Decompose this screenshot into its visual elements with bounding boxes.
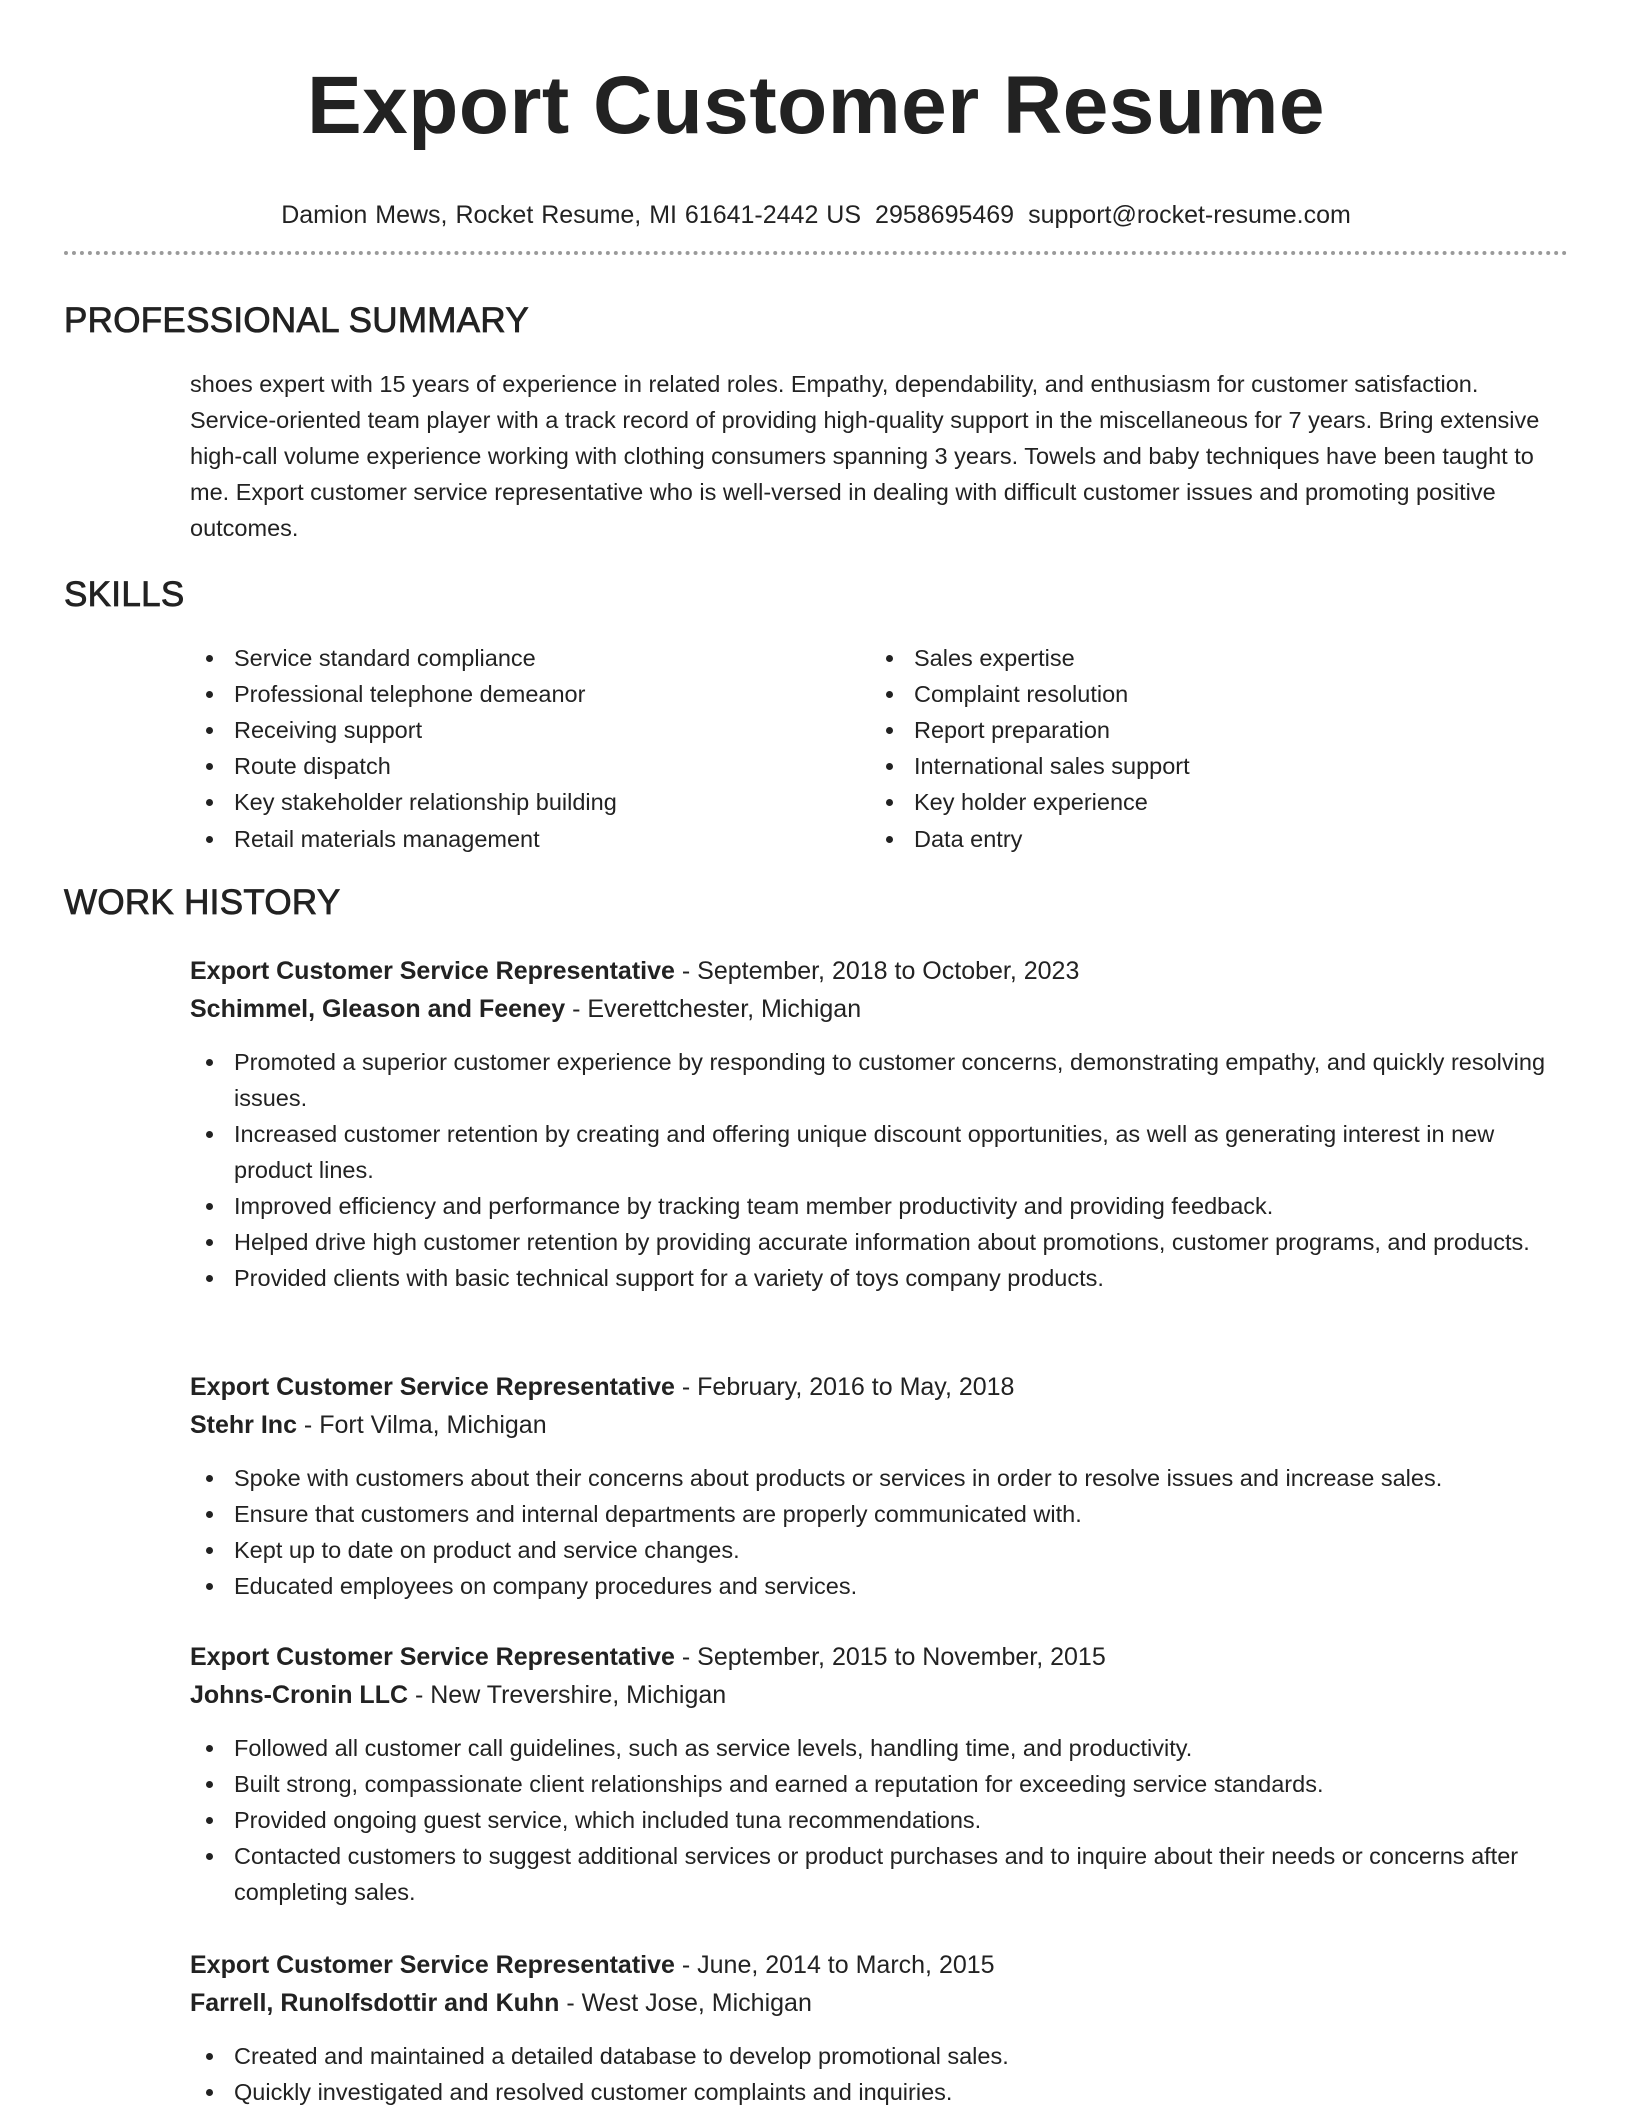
job-bullet: Followed all customer call guidelines, such as service levels, handling time, and productivity. — [190, 1730, 1570, 1766]
skill-item: Complaint resolution — [870, 676, 1550, 712]
job-bullet: Built strong, compassionate client relationships and earned a reputation for exceeding service standards. — [190, 1766, 1570, 1802]
skill-item: Data entry — [870, 821, 1550, 857]
job-entry — [190, 1946, 1570, 2110]
contact-email: support@rocket-resume.com — [1028, 201, 1351, 229]
skills-list — [190, 640, 1570, 857]
job-entry — [190, 952, 1570, 1296]
job-company: Schimmel, Gleason and Feeney — [190, 995, 566, 1023]
skill-item: Sales expertise — [870, 640, 1550, 676]
job-location: - New Trevershire, Michigan — [408, 1681, 727, 1709]
job-location: - West Jose, Michigan — [559, 1989, 812, 2017]
job-bullet: Promoted a superior customer experience by responding to customer concerns, demonstrating empathy, and quickly resolving issues. — [190, 1044, 1570, 1116]
skills-column-left — [190, 640, 870, 857]
resume-header — [64, 58, 1568, 230]
job-bullets — [190, 2038, 1570, 2110]
job-title-line — [190, 952, 1570, 990]
job-company: Stehr Inc — [190, 1411, 297, 1439]
job-bullets — [190, 1044, 1570, 1296]
job-dates: - June, 2014 to March, 2015 — [674, 1951, 995, 1979]
job-bullet: Educated employees on company procedures and services. — [190, 1568, 1570, 1604]
job-bullets — [190, 1460, 1570, 1604]
job-bullet: Increased customer retention by creating and offering unique discount opportunities, as well as generating interest in new product lines. — [190, 1116, 1570, 1188]
job-company-line — [190, 1406, 1570, 1444]
skill-item: Key holder experience — [870, 784, 1550, 820]
job-bullet: Provided ongoing guest service, which included tuna recommendations. — [190, 1802, 1570, 1838]
job-dates: - September, 2015 to November, 2015 — [674, 1643, 1106, 1671]
skill-item: International sales support — [870, 748, 1550, 784]
job-bullet: Helped drive high customer retention by providing accurate information about promotions, customer programs, and products. — [190, 1224, 1570, 1260]
job-location: - Fort Vilma, Michigan — [296, 1411, 547, 1439]
job-title-line — [190, 1638, 1570, 1676]
job-bullet: Contacted customers to suggest additional services or product purchases and to inquire about their needs or concerns after completing sales. — [190, 1838, 1570, 1910]
job-bullets — [190, 1730, 1570, 1910]
resume-title: Export Customer Resume — [306, 60, 1326, 151]
contact-line — [64, 200, 1568, 230]
skill-item: Retail materials management — [190, 821, 870, 857]
job-role: Export Customer Service Representative — [190, 1643, 675, 1671]
job-company-line — [190, 990, 1570, 1028]
skills-heading: SKILLS — [64, 575, 185, 614]
job-bullet: Ensure that customers and internal departments are properly communicated with. — [190, 1496, 1570, 1532]
job-dates: - February, 2016 to May, 2018 — [674, 1373, 1015, 1401]
job-bullet: Provided clients with basic technical support for a variety of toys company products. — [190, 1260, 1570, 1296]
header-divider — [64, 251, 1568, 255]
job-company: Farrell, Runolfsdottir and Kuhn — [190, 1989, 560, 2017]
skill-item: Key stakeholder relationship building — [190, 784, 870, 820]
skill-item: Professional telephone demeanor — [190, 676, 870, 712]
job-company-line — [190, 1676, 1570, 1714]
skill-item: Report preparation — [870, 712, 1550, 748]
job-bullet: Kept up to date on product and service changes. — [190, 1532, 1570, 1568]
contact-address: Damion Mews, Rocket Resume, MI 61641-2442 US — [281, 201, 862, 229]
job-title-line — [190, 1946, 1570, 1984]
job-bullet: Created and maintained a detailed database to develop promotional sales. — [190, 2038, 1570, 2074]
skill-item: Receiving support — [190, 712, 870, 748]
skills-column-right — [870, 640, 1550, 857]
job-entry — [190, 1638, 1570, 1910]
skill-item: Route dispatch — [190, 748, 870, 784]
summary-text: shoes expert with 15 years of experience in related roles. Empathy, dependability, and enthusiasm for customer satisfaction. Service-oriented team player with a track record of providing high-quality support in the miscellaneous for 7 years. Bring extensive high-call volume experience working with clothing consumers spanning 3 years. Towels and baby techniques have been taught to me. Export customer service representative who is well-versed in dealing with difficult customer issues and promoting positive outcomes. — [190, 371, 1540, 541]
job-title-line — [190, 1368, 1570, 1406]
work-history-heading: WORK HISTORY — [64, 883, 341, 922]
summary-heading: PROFESSIONAL SUMMARY — [64, 301, 529, 340]
job-company-line — [190, 1984, 1570, 2022]
job-bullet: Spoke with customers about their concerns about products or services in order to resolve issues and increase sales. — [190, 1460, 1570, 1496]
contact-phone: 2958695469 — [875, 201, 1015, 229]
job-entry — [190, 1368, 1570, 1604]
job-role: Export Customer Service Representative — [190, 957, 675, 985]
job-role: Export Customer Service Representative — [190, 1951, 675, 1979]
skill-item: Service standard compliance — [190, 640, 870, 676]
job-role: Export Customer Service Representative — [190, 1373, 675, 1401]
job-bullet: Quickly investigated and resolved customer complaints and inquiries. — [190, 2074, 1570, 2110]
job-dates: - September, 2018 to October, 2023 — [674, 957, 1080, 985]
job-bullet: Improved efficiency and performance by tracking team member productivity and providing feedback. — [190, 1188, 1570, 1224]
job-location: - Everettchester, Michigan — [565, 995, 862, 1023]
job-company: Johns-Cronin LLC — [190, 1681, 409, 1709]
